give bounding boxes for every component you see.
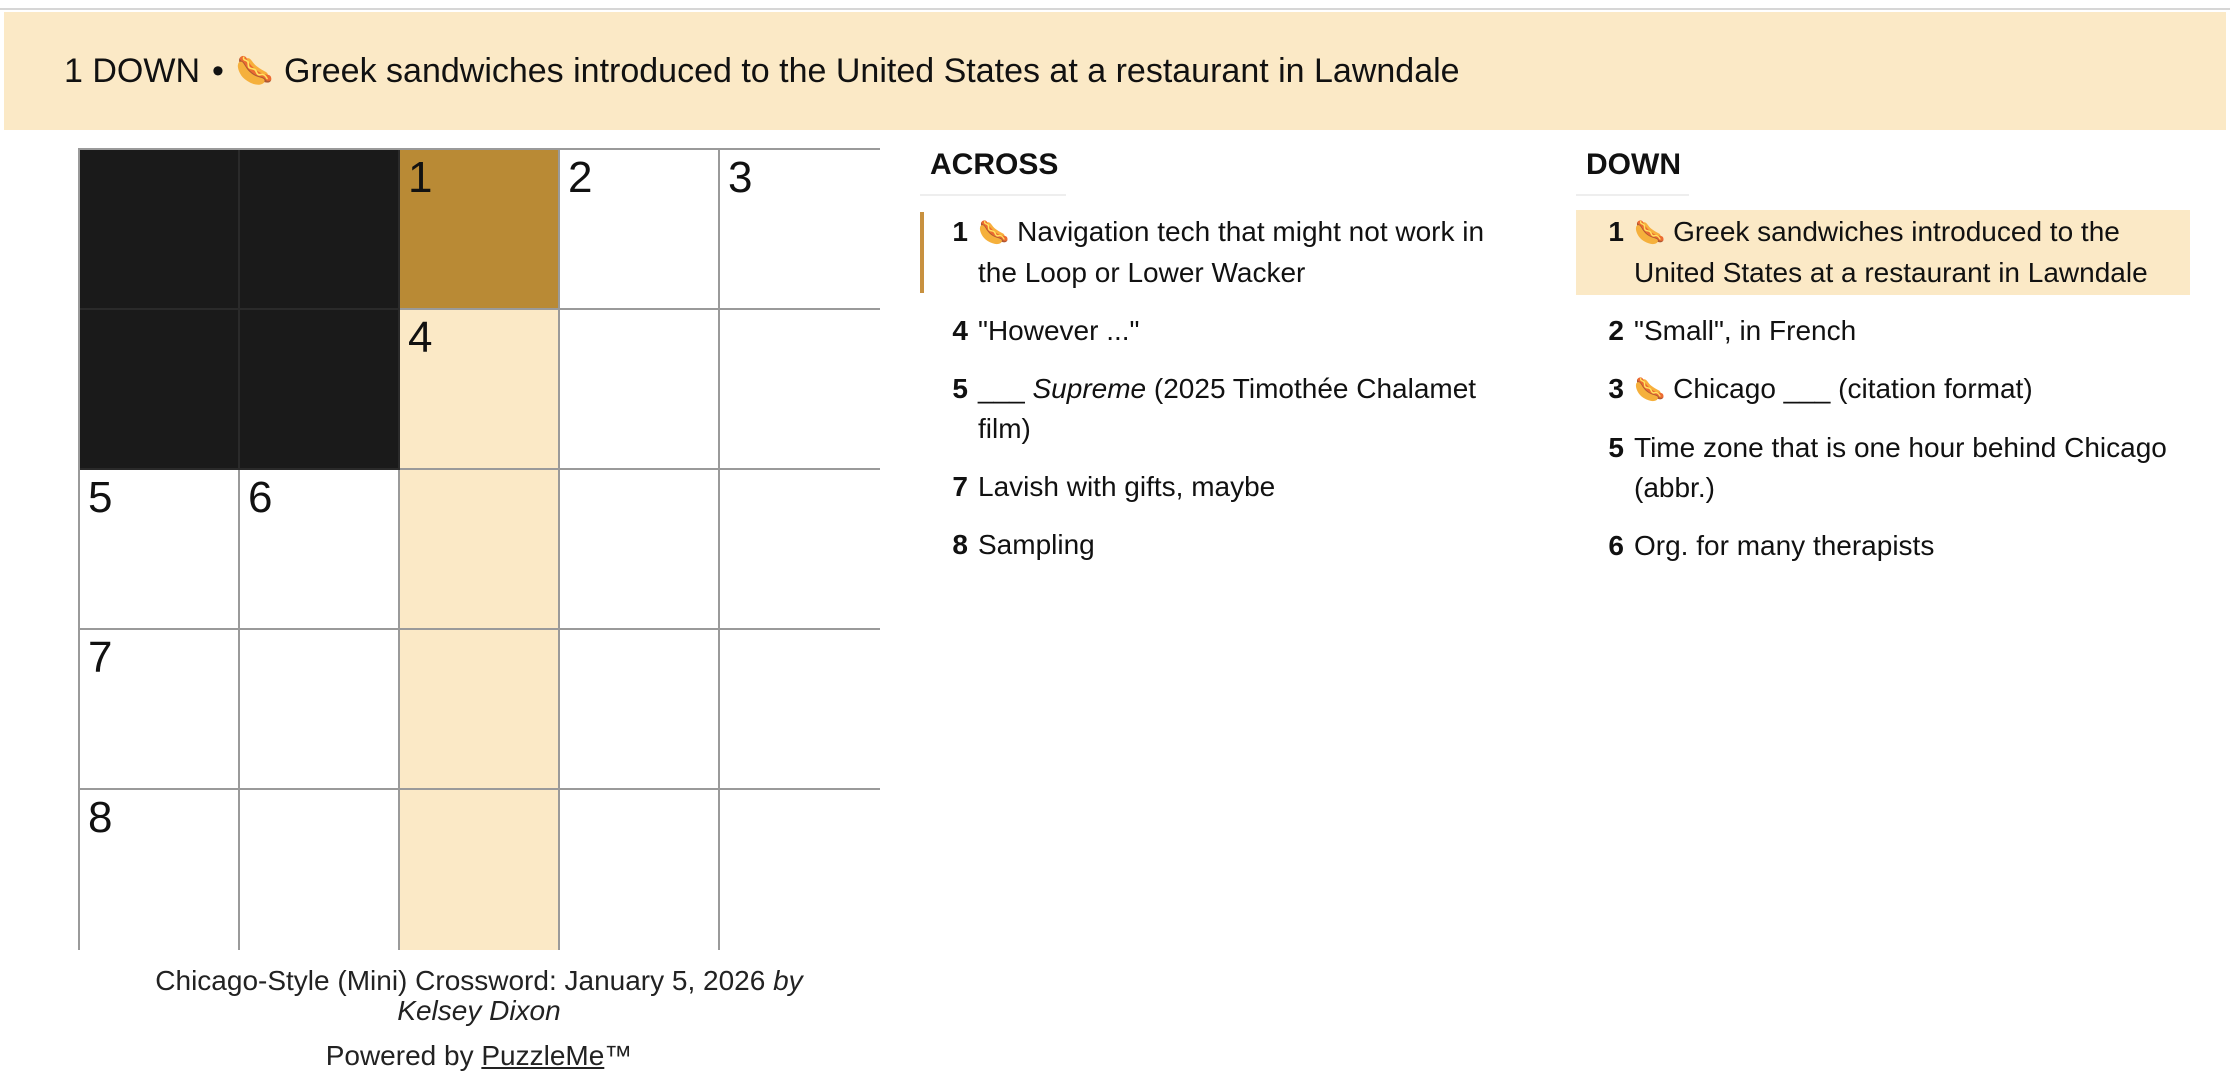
clue-text	[1634, 526, 2182, 566]
across-clue-4[interactable]	[920, 309, 1520, 353]
cell-number: 5	[88, 473, 113, 522]
clue-number: 2	[1608, 315, 1624, 346]
down-heading: DOWN	[1576, 148, 1689, 196]
clue-body: Navigation tech that might not work in the Loop or Lower Wacker	[978, 216, 1485, 288]
down-clue-5[interactable]	[1576, 426, 2190, 510]
grid-cell-r4c3[interactable]	[400, 630, 560, 790]
across-clue-8[interactable]	[920, 523, 1520, 567]
across-heading: ACROSS	[920, 148, 1066, 196]
hotdog-icon: 🌭	[978, 218, 1010, 247]
down-clue-list	[1576, 210, 2190, 568]
clue-number: 3	[1608, 373, 1624, 404]
cell-number: 4	[408, 313, 433, 362]
across-clue-1[interactable]	[920, 210, 1520, 295]
hotdog-icon: 🌭	[1634, 375, 1666, 404]
clue-body: "However ..."	[978, 315, 1140, 346]
clue-number: 1	[952, 216, 968, 247]
clue-text	[1634, 311, 2182, 351]
grid-cell-r5c3[interactable]	[400, 790, 560, 950]
grid-cell-r3c2[interactable]	[240, 470, 400, 630]
grid-cell-r5c4[interactable]	[560, 790, 720, 950]
clue-text	[978, 467, 1512, 507]
grid-cell-r2c5[interactable]	[720, 310, 880, 470]
powered-by-prefix: Powered by	[325, 1040, 474, 1071]
grid-cell-r3c5[interactable]	[720, 470, 880, 630]
clue-text	[1634, 369, 2182, 410]
clue-body: Lavish with gifts, maybe	[978, 471, 1276, 502]
clue-text	[978, 525, 1512, 565]
current-clue-bar	[4, 12, 2226, 130]
grid-cell-r3c1[interactable]	[80, 470, 240, 630]
clue-number: 6	[1608, 530, 1624, 561]
clue-body: "Small", in French	[1634, 315, 1857, 346]
cell-number: 8	[88, 793, 113, 842]
clue-number: 8	[952, 529, 968, 560]
puzzle-title: Chicago-Style (Mini) Crossword: January 5, 2026	[155, 965, 766, 996]
current-clue-text: Greek sandwiches introduced to the United States at a restaurant in Lawndale	[284, 51, 1460, 90]
clue-body: Chicago ___ (citation format)	[1673, 373, 2033, 404]
black-square	[80, 150, 240, 310]
clue-text	[1634, 212, 2182, 293]
current-clue-separator: •	[212, 51, 224, 90]
grid-cell-r5c1[interactable]	[80, 790, 240, 950]
hotdog-icon: 🌭	[235, 53, 274, 89]
clue-italic-title: Supreme	[1032, 373, 1147, 404]
current-clue-label: 1 DOWN	[64, 51, 200, 90]
grid-cell-r4c4[interactable]	[560, 630, 720, 790]
top-border	[0, 0, 2230, 10]
grid-cell-r1c3[interactable]	[400, 150, 560, 310]
clue-text	[978, 311, 1512, 351]
clue-number: 5	[952, 373, 968, 404]
clue-body: Org. for many therapists	[1634, 530, 1935, 561]
black-square	[240, 310, 400, 470]
across-clues-panel	[920, 148, 1520, 581]
trademark-symbol: ™	[604, 1040, 633, 1071]
clue-number: 4	[952, 315, 968, 346]
cell-number: 6	[248, 473, 273, 522]
down-clue-6[interactable]	[1576, 524, 2190, 568]
clue-number: 1	[1608, 216, 1624, 247]
grid-cell-r5c5[interactable]	[720, 790, 880, 950]
clue-number: 5	[1608, 432, 1624, 463]
clue-text	[978, 369, 1512, 449]
puzzle-author: Kelsey Dixon	[397, 995, 561, 1026]
down-clue-1[interactable]	[1576, 210, 2190, 295]
cell-number: 3	[728, 153, 753, 202]
black-square	[80, 310, 240, 470]
across-clue-5[interactable]	[920, 367, 1520, 451]
clue-body: Sampling	[978, 529, 1095, 560]
clue-text	[978, 212, 1512, 293]
cell-number: 2	[568, 153, 593, 202]
grid-cell-r1c4[interactable]	[560, 150, 720, 310]
clue-blank: ___	[978, 373, 1025, 404]
puzzle-credit	[78, 966, 880, 1026]
grid-cell-r4c1[interactable]	[80, 630, 240, 790]
clue-body: Time zone that is one hour behind Chicago (abbr.)	[1634, 432, 2167, 503]
clue-number: 7	[952, 471, 968, 502]
grid-cell-r4c2[interactable]	[240, 630, 400, 790]
grid-cell-r2c3[interactable]	[400, 310, 560, 470]
grid-cell-r2c4[interactable]	[560, 310, 720, 470]
cell-number: 1	[408, 153, 433, 202]
across-clue-7[interactable]	[920, 465, 1520, 509]
puzzleme-link[interactable]: PuzzleMe	[481, 1040, 605, 1071]
clue-body: (2025 Timothée Chalamet film)	[978, 373, 1477, 444]
credit-by: by	[773, 965, 803, 996]
grid-cell-r3c3[interactable]	[400, 470, 560, 630]
grid-cell-r4c5[interactable]	[720, 630, 880, 790]
clue-body: Greek sandwiches introduced to the United States at a restaurant in Lawndale	[1634, 216, 2148, 288]
down-clue-2[interactable]	[1576, 309, 2190, 353]
hotdog-icon: 🌭	[1634, 218, 1666, 247]
crossword-grid	[78, 148, 880, 950]
grid-cell-r1c5[interactable]	[720, 150, 880, 310]
down-clues-panel	[1576, 148, 2190, 582]
down-clue-3[interactable]	[1576, 367, 2190, 412]
black-square	[240, 150, 400, 310]
grid-cell-r3c4[interactable]	[560, 470, 720, 630]
grid-cell-r5c2[interactable]	[240, 790, 400, 950]
cell-number: 7	[88, 633, 113, 682]
across-clue-list	[920, 210, 1520, 567]
clue-text	[1634, 428, 2182, 508]
powered-by	[78, 1040, 880, 1072]
